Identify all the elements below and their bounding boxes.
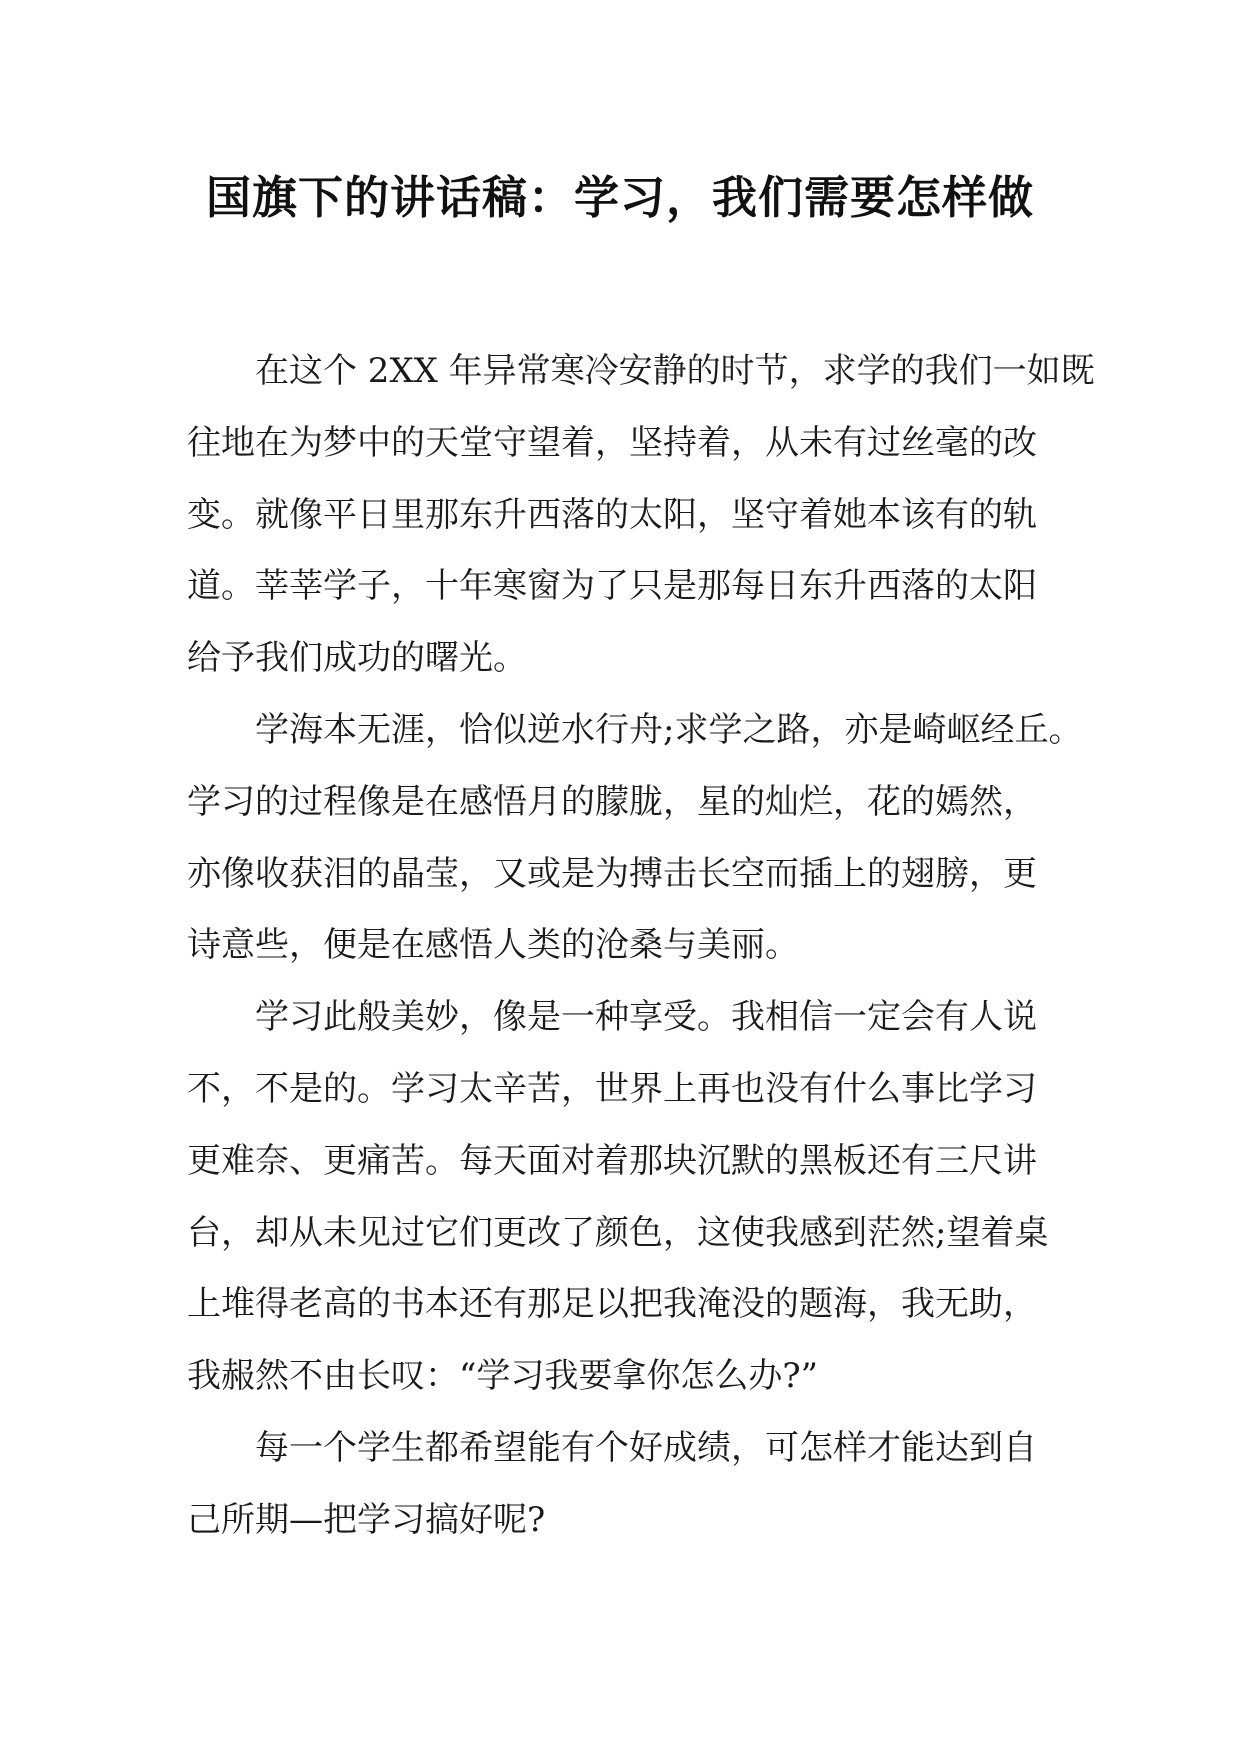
paragraph-line: 往地在为梦中的天堂守望着，坚持着，从未有过丝毫的改 [187,422,1037,463]
paragraph-line: 学习的过程像是在感悟月的朦胧，星的灿烂，花的嫣然， [187,781,1037,822]
paragraph-line: 学海本无涯，恰似逆水行舟;求学之路，亦是崎岖经丘。 [255,709,1083,750]
paragraph-3 [187,982,1053,1413]
paragraph-line: 道。莘莘学子，十年寒窗为了只是那每日东升西落的太阳 [187,566,1037,607]
paragraph-line: 变。就像平日里那东升西落的太阳，坚守着她本该有的轨 [187,494,1037,535]
page-title: 国旗下的讲话稿：学习，我们需要怎样做 [205,171,1034,224]
document-body [187,336,1095,1557]
paragraph-line: 我赧然不由长叹：“学习我要拿你怎么办?” [187,1356,818,1397]
paragraph-2 [187,695,1083,982]
paragraph-line: 给予我们成功的曙光。 [187,638,527,679]
paragraph-line: 在这个 2XX 年异常寒冷安静的时节，求学的我们一如既 [255,351,1095,391]
paragraph-line: 己所期—把学习搞好呢? [187,1499,546,1540]
paragraph-line: 学习此般美妙，像是一种享受。我相信一定会有人说 [255,997,1037,1038]
paragraph-line: 诗意些，便是在感悟人类的沧桑与美丽。 [187,925,799,966]
paragraph-line: 每一个学生都希望能有个好成绩，可怎样才能达到自 [255,1427,1037,1468]
paragraph-line: 不，不是的。学习太辛苦，世界上再也没有什么事比学习 [187,1068,1037,1109]
paragraph-line: 亦像收获泪的晶莹，又或是为搏击长空而插上的翅膀，更 [187,853,1037,894]
paragraph-line: 台，却从未见过它们更改了颜色，这使我感到茫然;望着桌 [187,1212,1049,1253]
paragraph-line: 上堆得老高的书本还有那足以把我淹没的题海，我无助， [187,1284,1037,1325]
paragraph-1 [187,336,1095,695]
paragraph-line: 更难奈、更痛苦。每天面对着那块沉默的黑板还有三尺讲 [187,1140,1037,1181]
paragraph-4 [187,1413,1053,1557]
